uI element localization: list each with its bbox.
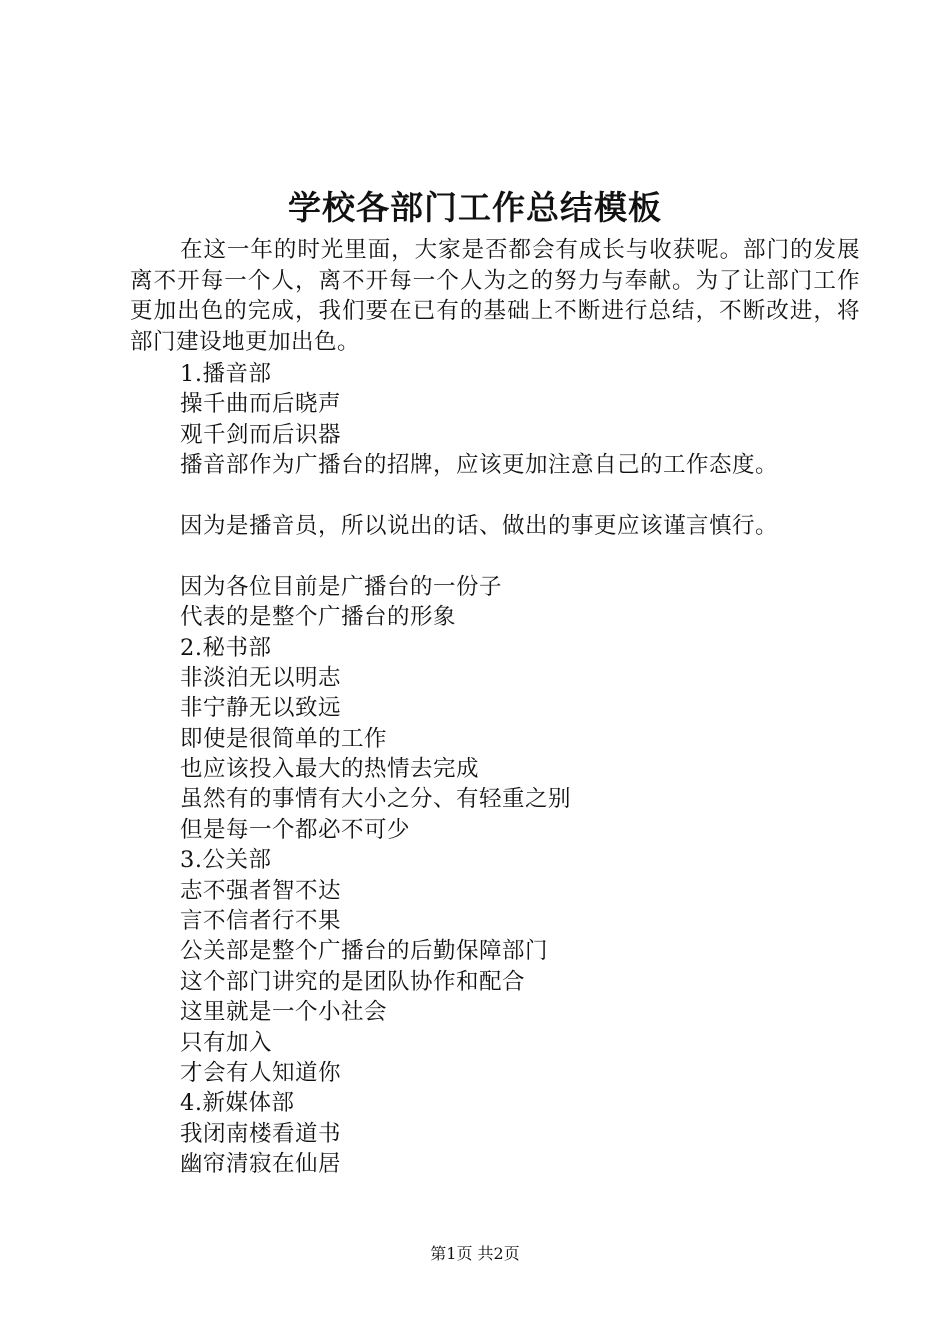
text-line: 志不强者智不达 bbox=[180, 877, 342, 904]
section-heading-broadcast: 1.播音部 bbox=[180, 361, 272, 387]
text-line: 非宁静无以致远 bbox=[180, 695, 342, 722]
content-lines bbox=[180, 359, 870, 1180]
text-line: 言不信者行不果 bbox=[180, 908, 342, 935]
text-line: 但是每一个都必不可少 bbox=[180, 816, 411, 843]
text-line: 因为各位目前是广播台的一份子 bbox=[180, 573, 503, 600]
text-line: 操千曲而后晓声 bbox=[180, 391, 342, 418]
text-line: 代表的是整个广播台的形象 bbox=[180, 604, 457, 631]
text-line: 非淡泊无以明志 bbox=[180, 664, 342, 691]
page-footer: 第1页 共2页 bbox=[430, 1244, 520, 1263]
text-line: 幽帘清寂在仙居 bbox=[180, 1151, 342, 1178]
text-line: 也应该投入最大的热情去完成 bbox=[180, 756, 480, 783]
text-line: 即使是很简单的工作 bbox=[180, 725, 388, 752]
text-line: 公关部是整个广播台的后勤保障部门 bbox=[180, 938, 549, 965]
text-line: 只有加入 bbox=[180, 1029, 273, 1056]
intro-paragraph: 在这一年的时光里面，大家是否都会有成长与收获呢。部门的发展离不开每一个人，离不开每一个人为之的努力与奉献。为了让部门工作更加出色的完成，我们要在已有的基础上不断进行总结，不断改进，将部门建设地更加出色。 bbox=[130, 237, 860, 355]
text-line: 观千剑而后识器 bbox=[180, 421, 342, 448]
section-heading-public-relations: 3.公关部 bbox=[180, 847, 272, 874]
text-line: 因为是播音员，所以说出的话、做出的事更应该谨言慎行。 bbox=[180, 512, 779, 539]
document-title: 学校各部门工作总结模板 bbox=[288, 188, 662, 227]
section-heading-secretary: 2.秘书部 bbox=[180, 634, 272, 661]
text-line: 播音部作为广播台的招牌，应该更加注意自己的工作态度。 bbox=[180, 452, 779, 479]
text-line: 这个部门讲究的是团队协作和配合 bbox=[180, 968, 526, 995]
text-line: 才会有人知道你 bbox=[180, 1059, 342, 1086]
text-line: 我闭南楼看道书 bbox=[180, 1120, 342, 1147]
section-heading-new-media: 4.新媒体部 bbox=[180, 1090, 295, 1117]
text-line: 这里就是一个小社会 bbox=[180, 999, 388, 1026]
text-line: 虽然有的事情有大小之分、有轻重之别 bbox=[180, 786, 572, 813]
